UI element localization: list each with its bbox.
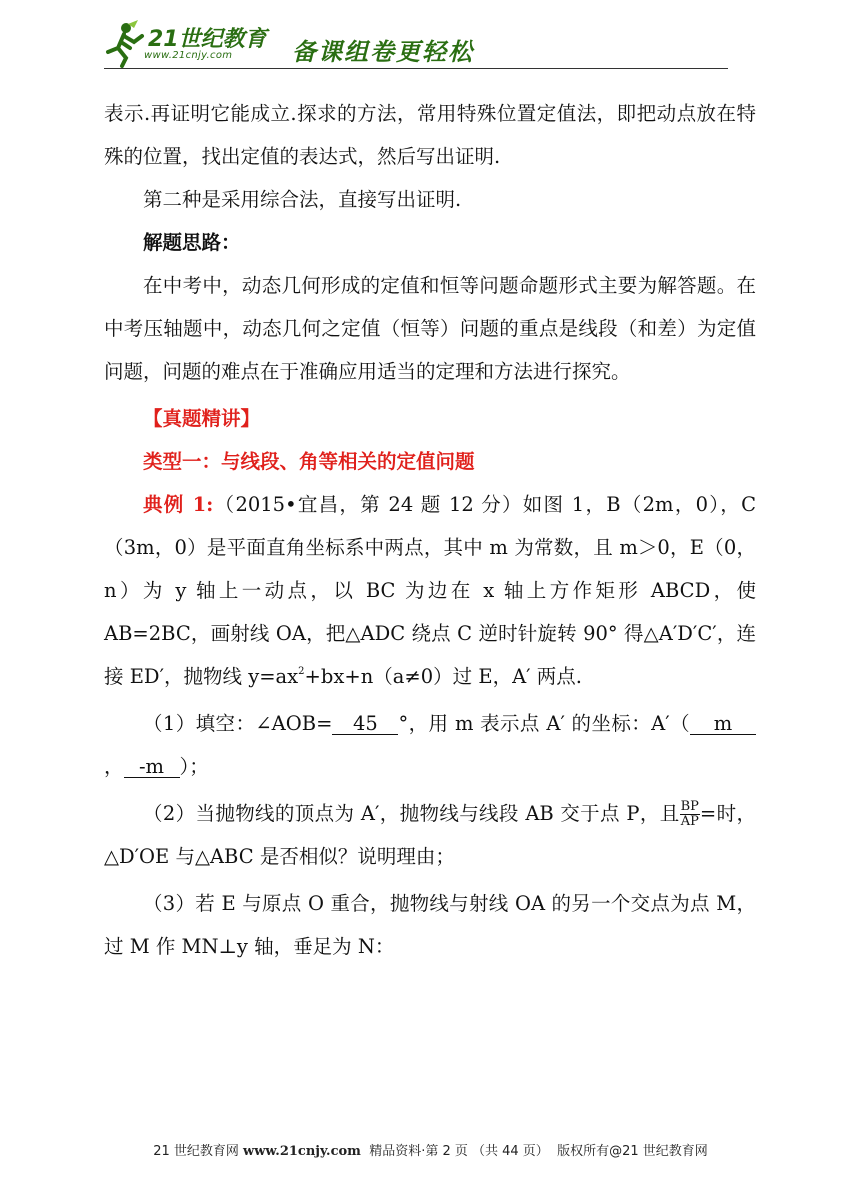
fraction-bp-ap	[680, 800, 700, 829]
exponent: 2	[298, 666, 305, 677]
logo-url: www.21cnjy.com	[144, 50, 233, 61]
logo-text: 21世纪教育	[148, 27, 267, 52]
runner-logo-icon	[104, 18, 148, 68]
answer-blank-angle: 45	[332, 714, 398, 735]
question-1-text-d: ）；	[179, 755, 209, 778]
question-3: （3）若 E 与原点 O 重合，抛物线与射线 OA 的另一个交点为点 M，过 M 作 MN⊥y 轴，垂足为 N：	[104, 892, 756, 958]
question-1	[104, 702, 756, 788]
answer-blank-y: -m	[124, 757, 180, 778]
paragraph-1: 表示.再证明它能成立.探求的方法，常用特殊位置定值法，即把动点放在特殊的位置，找出定值的表达式，然后写出证明.	[104, 102, 756, 168]
question-1-text: （1）填空：∠AOB=	[143, 712, 333, 735]
paragraph-2: 第二种是采用综合法，直接写出证明.	[143, 188, 462, 211]
question-1-text-b: °，用 m 表示点 A′ 的坐标：A′（	[398, 712, 691, 735]
logo	[104, 14, 267, 72]
fraction-denominator: AP	[680, 814, 699, 829]
example-label: 典例 1:	[143, 493, 214, 516]
type-title: 类型一：与线段、角等相关的定值问题	[143, 450, 475, 473]
footer-copyright: 版权所有@21 世纪教育网	[557, 1144, 708, 1159]
header-divider	[104, 68, 728, 69]
paragraph-3: 在中考中，动态几何形成的定值和恒等问题命题形式主要为解答题。在中考压轴题中，动态几何之定值（恒等）问题的重点是线段（和差）为定值问题，问题的难点在于准确应用适当的定理和方法进行探究。	[104, 274, 756, 383]
fraction-numerator: BP	[680, 799, 699, 814]
equals-sign: =	[699, 802, 717, 825]
header-slogan: 备课组卷更轻松	[292, 38, 474, 66]
question-2	[104, 792, 756, 878]
question-1-text-c: ，	[104, 755, 124, 778]
question-2-text: （2）当抛物线的顶点为 A′，抛物线与线段 AB 交于点 P，且	[143, 802, 680, 825]
page-footer	[0, 1140, 861, 1159]
answer-blank-x: m	[690, 714, 756, 735]
example-text-2: +bx+n（a≠0）过 E，A′ 两点.	[304, 665, 582, 688]
footer-url[interactable]: www.21cnjy.com	[243, 1144, 361, 1159]
question-2-text-b: 时，△D′OE 与△ABC 是否相似？说明理由；	[104, 802, 756, 868]
example-1	[104, 483, 756, 698]
heading-thinking: 解题思路：	[143, 231, 241, 254]
page-header	[104, 14, 728, 72]
document-body	[104, 92, 756, 968]
example-text-1: （2015•宜昌，第 24 题 12 分）如图 1，B（2m，0），C（3m，0）是平面直角坐标系中两点，其中 m 为常数，且 m＞0，E（0，n）为 y 轴上一动点，以 BC 为边在 x 轴上方作矩形 ABCD，使 AB=2BC，画射线 OA，把△ADC 绕点 C 逆时针旋转 90° 得△A′D′C′，连接 ED′，抛物线 y=ax	[104, 493, 756, 688]
footer-site-name: 21 世纪教育网	[153, 1144, 239, 1159]
footer-page-info: 精品资料·第 2 页 （共 44 页）	[369, 1144, 549, 1159]
section-title: 【真题精讲】	[143, 407, 261, 430]
